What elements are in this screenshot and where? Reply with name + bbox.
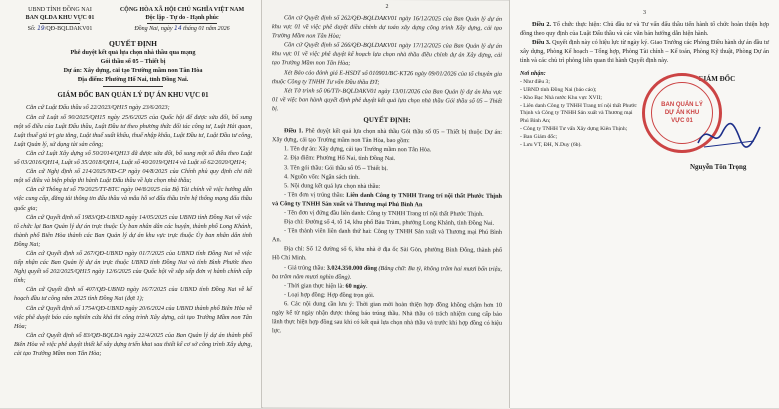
subject-line-3: Dự án: Xây dựng, cải tạo Trường mầm non Tân Hòa	[63, 67, 203, 75]
legal-basis-4: Căn cứ Thông tư số 79/2025/TT-BTC ngày 04/8/2025 của Bộ Tài chính về việc hướng dẫn việc cung cấp, đăng tải thông tin đấu thầu và mẫu hồ sơ đấu thầu trên hệ thống mạng đấu thầu quốc gia;	[14, 186, 252, 212]
document-title: QUYẾT ĐỊNH	[109, 39, 157, 48]
winner-name: Liên danh Công ty TNHH Trang trí nội thất Phước Thịnh và Công ty TNHH Sản xuất và Thương mại Phú Bình An	[272, 191, 502, 209]
recipient: - Liên danh Công ty TNHH Trang trí nội thất Phước Thịnh và Công ty TNHH Sản xuất và Thương mại Phú Bình An;	[520, 102, 637, 125]
review-report: Xét Báo cáo đánh giá E-HSDT số 010901/BC-KT26 ngày 09/01/2026 của tổ chuyên gia thuộc Công ty TNHH Tư vấn Đầu thầu ĐT;	[272, 68, 502, 86]
legal-basis-10: Căn cứ Quyết định số 262/QĐ-BQLDAKV01 ngày 16/12/2025 của Ban Quản lý dự án khu vực 01 về việc phê duyệt điều chỉnh dự toán xây dựng công trình Xây dựng, cải tạo Trường Mầm non Tân Hòa;	[272, 14, 502, 40]
decide-heading: QUYẾT ĐỊNH:	[363, 115, 411, 125]
legal-basis-1: Căn cứ Luật số 90/2025/QH15 ngày 25/6/2025 của Quốc hội để được sửa đổi, bổ sung một số điều của Luật Đấu thầu, Luật Đầu tư theo phương thức đối tác công tư, Luật Hải quan, Luật thuế giá trị gia tăng, Luật thuế xuất khẩu, thuế nhập khẩu, Luật Đầu tư, Luật Đầu tư công, Luật Quản lý, sử dụng tài sản công;	[14, 113, 252, 148]
item-2: 2. Địa điểm: Phường Hố Nai, tỉnh Đồng Nai.	[284, 154, 396, 163]
duration-prefix: - Thời gian thực hiện là:	[284, 282, 346, 290]
recipient: - Lưu VT, ĐH, N.Duy (6b).	[520, 141, 582, 148]
price-in-words: (Bằng chữ: Ba tỷ, không trăm hai mươi bốn triệu, ba trăm năm mươi nghìn đồng).	[272, 264, 502, 281]
recipients-label: Nơi nhận:	[520, 71, 546, 78]
signer-name: Nguyễn Tôn Trọng	[690, 163, 747, 172]
recipient: - Ban Giám đốc;	[520, 133, 558, 140]
recipients	[520, 71, 638, 201]
article-1-label: Điều 1.	[284, 127, 304, 135]
recipient: - UBND tỉnh Đồng Nai (báo cáo);	[520, 87, 597, 94]
authority: GIÁM ĐỐC BAN QUẢN LÝ DỰ ÁN KHU VỰC 01	[57, 92, 209, 100]
subject-line-1: Phê duyệt kết quả lựa chọn nhà thầu qua mạng	[70, 49, 196, 56]
winning-price	[272, 263, 502, 283]
page-2	[262, 0, 510, 409]
legal-basis-11: Căn cứ Quyết định số 266/QĐ-BQLDAKV01 ngày 17/12/2025 của Ban Quản lý dự án khu vực 01 về việc phê duyệt kế hoạch lựa chọn nhà thầu điều chỉnh dự án Xây dựng, cải tạo Trường Mầm non Tân Hòa;	[272, 41, 502, 68]
legal-basis-3: Căn cứ Nghị định số 214/2025/NĐ-CP ngày 04/8/2025 của Chính phủ quy định chi tiết một số điều và biện pháp thi hành Luật Đấu thầu về lựa chọn nhà thầu;	[14, 168, 252, 185]
page-3	[510, 0, 779, 408]
stamp-text: BAN QUẢN LÝ DỰ ÁN KHU VỰC 01	[661, 102, 703, 125]
document-number	[14, 25, 106, 33]
article-3-label: Điều 3.	[532, 39, 551, 47]
winner-prefix: - Tên đơn vị trúng thầu:	[284, 191, 347, 199]
item-6: 6. Các nội dung cần lưu ý: Thời gian mời hoàn thiện hợp đồng không chậm hơn 10 ngày kể từ ngày nhận được thông báo trúng thầu. Nhà thầu có trách nhiệm cung cấp bảo lãnh thực hiện hợp đồng sau khi có kết quả lựa chọn nhà thầu và trước khi hợp đồng có hiệu lực.	[272, 300, 502, 335]
header	[14, 6, 252, 33]
article-2-text: Tổ chức thực hiện: Chủ đầu tư và Tư vấn đấu thầu tiến hành tổ chức hoàn thiện hợp đồng theo quy định của Luật Đấu thầu và các văn bản hướng dẫn hiện hành.	[520, 21, 770, 38]
closing-block	[520, 71, 769, 201]
issue-date	[112, 25, 252, 33]
date-handwritten: 14	[174, 25, 182, 32]
article-2-label: Điều 2.	[532, 21, 552, 28]
motto-underline	[147, 23, 217, 24]
item-4: 4. Nguồn vốn: Ngân sách tỉnh.	[284, 172, 360, 181]
page-number: 2	[385, 3, 389, 11]
nation-title: CỘNG HÒA XÃ HỘI CHỦ NGHĨA VIỆT NAM	[119, 7, 245, 13]
signature-icon	[694, 115, 764, 155]
page-1	[0, 0, 262, 408]
issuer-block	[14, 6, 106, 33]
legal-basis-6: Căn cứ Quyết định số 267/QĐ-UBND ngày 01/7/2025 của UBND tỉnh Đồng Nai về việc tiếp nhận các Ban Quản lý dự án trực thuộc UBND tỉnh Đồng Nai và tỉnh Bình Phước theo Nghị quyết số 202/2025/QH15 ngày 12/6/2025 của Quốc hội về sắp xếp đơn vị hành chính cấp tỉnh;	[14, 249, 252, 285]
legal-basis-5: Căn cứ Quyết định số 1983/QĐ-UBND ngày 14/05/2025 của UBND tỉnh Đồng Nai về việc tổ chức lại Ban Quản lý dự án trực thuộc Ủy ban nhân dân các huyện, thành phố Long Khánh, thành phố Biên Hòa thành các Ban Quản lý dự án khu vực trực thuộc Ủy ban nhân dân tỉnh Đồng Nai;	[14, 213, 252, 248]
lead-member: - Tên đơn vị đứng đầu liên danh: Công ty TNHH Trang trí nội thất Phước Thịnh.	[284, 209, 484, 218]
recipient: - Công ty TNHH Tư vấn Xây dựng Kiên Thịnh;	[520, 126, 628, 133]
legal-basis-2: Căn cứ Luật Xây dựng số 50/2014/QH13 đã được sửa đổi, bổ sung một số điều theo Luật số 03/2016/QH14, Luật số 35/2018/QH14, Luật số 40/2019/QH14 và Luật số 62/2020/QH14;	[14, 149, 252, 167]
date-suffix: tháng 01 năm 2026	[181, 26, 230, 32]
second-member: - Tên thành viên liên danh thứ hai: Công ty TNHH Sản xuất và Thương mại Phú Bình An.	[272, 227, 502, 244]
subject-line-2: Gói thầu số 05 – Thiết bị	[100, 58, 166, 66]
article-3-text: Quyết định này có hiệu lực từ ngày ký. Giao Trưởng các Phòng Điều hành dự án đầu tư xây dựng, Phòng Kế hoạch – Tổng hợp, Phòng Tài chính – Kế toán, Phòng Kỹ thuật, Phòng Dự án tỉnh và các chủ trì phòng liên quan thi hành Quyết định này.	[520, 39, 769, 65]
subject-underline	[103, 86, 163, 87]
article-1-text: Phê duyệt kết quả lựa chọn nhà thầu Gói thầu số 05 – Thiết bị thuộc Dự án: Xây dựng, cải tạo Trường mầm non Tân Hòa, bao gồm:	[272, 127, 503, 145]
recipient: - Như điều 3;	[520, 79, 550, 86]
number-handwritten: 19	[37, 25, 45, 32]
duration-value: 60 ngày	[345, 282, 366, 290]
signature-block	[638, 71, 768, 201]
legal-basis-8: Căn cứ Quyết định số 1754/QĐ-UBND ngày 20/6/2024 của UBND thành phố Biên Hòa về việc phê duyệt báo cáo nghiên cứu khả thi công trình Xây dựng, cải tạo Trường Mầm non Tân Hòa;	[14, 304, 252, 330]
article-2	[520, 20, 769, 38]
issuer-underline	[40, 23, 80, 24]
item-5: 5. Nội dung kết quả lựa chọn nhà thầu:	[284, 181, 381, 190]
contract-type: - Loại hợp đồng: Hợp đồng trọn gói.	[284, 291, 375, 299]
winning-bidder	[272, 190, 502, 210]
issuer-name: BAN QLDA KHU VỰC 01	[25, 15, 95, 21]
price-prefix: - Giá trúng thầu:	[284, 263, 327, 272]
lead-member-address: Địa chỉ: Đường số 4, tổ 14, khu phố Bàu Tràm, phường Long Khánh, tỉnh Đồng Nai.	[284, 218, 495, 227]
motto: Độc lập - Tự do - Hạnh phúc	[145, 15, 219, 21]
article-3	[520, 38, 769, 65]
duration-suffix: .	[365, 282, 368, 290]
number-suffix: /QĐ-BQLDAKV01	[44, 26, 93, 32]
item-3: 3. Tên gói thầu: Gói thầu số 05 – Thiết bị.	[284, 163, 388, 172]
nation-block	[112, 6, 252, 33]
signer-title: GIÁM ĐỐC	[698, 75, 736, 84]
subject-line-4: Địa điểm: Phường Hố Nai, tỉnh Đồng Nai.	[77, 76, 189, 84]
legal-basis-0: Căn cứ Luật Đấu thầu số 22/2023/QH15 ngày 23/6/2023;	[26, 104, 170, 112]
recipient: - Kho Bạc Nhà nước Khu vực XVII;	[520, 94, 602, 101]
article-1	[272, 126, 502, 146]
date-prefix: Đồng Nai, ngày	[134, 26, 175, 32]
legal-basis-9: Căn cứ Quyết định số 83/QĐ-BQLDA ngày 22/4/2025 của Ban Quản lý dự án thành phố Biên Hòa về việc phê duyệt thiết kế xây dựng triển khai sau thiết kế cơ sở công trình Xây dựng, cải tạo Trường Mầm non Tân Hòa;	[14, 331, 252, 357]
legal-basis-7: Căn cứ Quyết định số 407/QĐ-UBND ngày 16/7/2025 của UBND tỉnh Đồng Nai về kế hoạch đầu tư công năm 2025 tỉnh Đồng Nai (đợt 1);	[14, 286, 252, 303]
submission: Xét Tờ trình số 06/TTr-BQLDAKV01 ngày 13/01/2026 của Ban Quản lý dự án khu vực 01 về việc ban hành quyết định phê duyệt kết quả lựa chọn nhà thầu Gói thầu số 05 – Thiết bị.	[272, 87, 502, 113]
number-prefix: Số:	[27, 26, 38, 32]
item-1: 1. Tên dự án: Xây dựng, cải tạo Trường mầm non Tân Hòa.	[284, 145, 432, 154]
page-number: 3	[643, 10, 646, 16]
price-amount: 3.024.350.000 đồng	[326, 264, 377, 272]
issuer-parent: UBND TỈNH ĐỒNG NAI	[28, 7, 92, 13]
second-member-address: Địa chỉ: Số 12 đường số 6, khu nhà ở địa ốc Sài Gòn, phường Bình Đông, thành phố Hồ Chí Minh.	[272, 245, 502, 262]
